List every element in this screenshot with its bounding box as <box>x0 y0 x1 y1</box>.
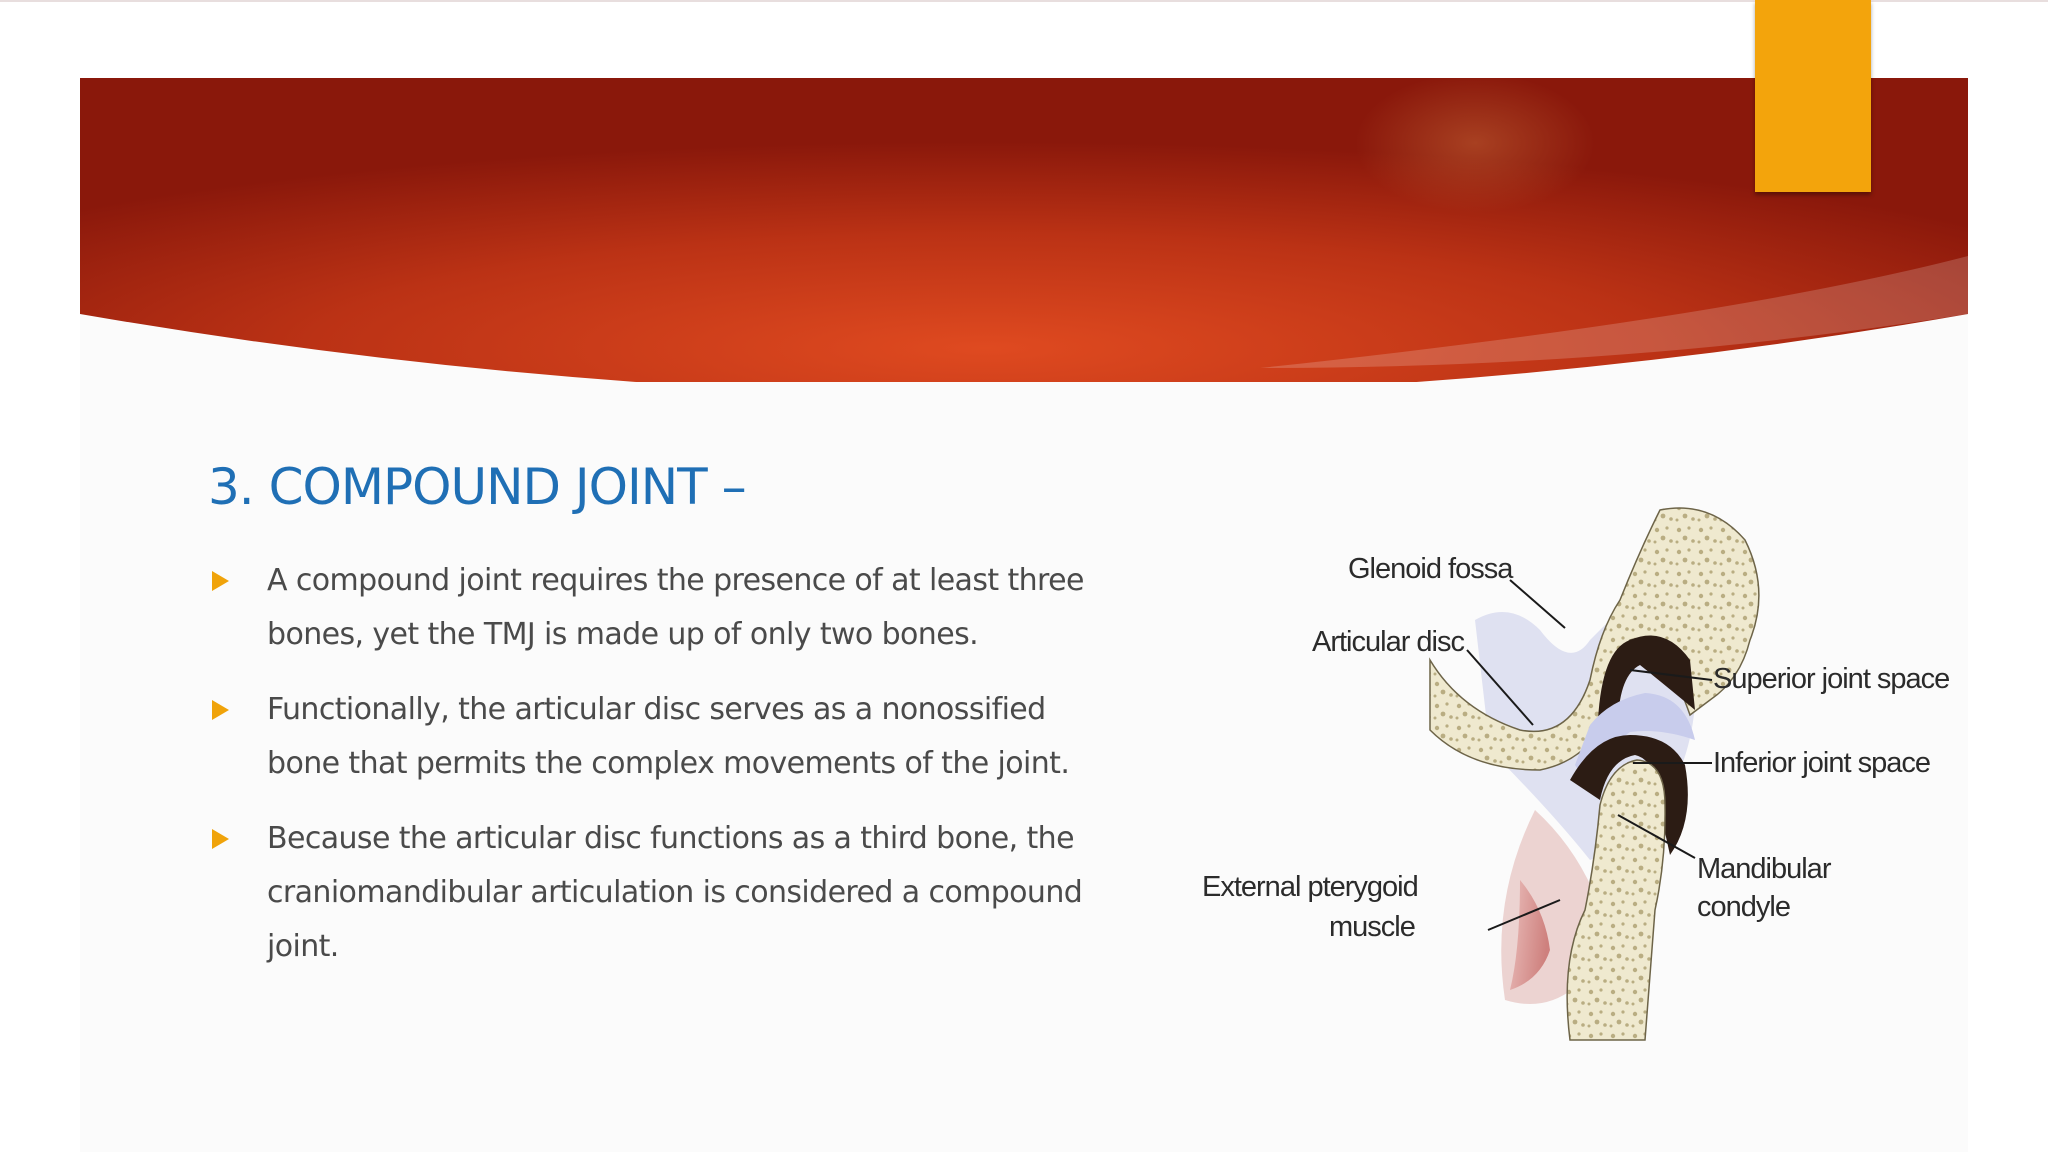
bullet-text: A compound joint requires the presence of at least three bones, yet the TMJ is made up of only two bones. <box>267 563 1084 652</box>
label-mandibular-condyle-line2: condyle <box>1697 891 1790 923</box>
label-inferior-joint-space: Inferior joint space <box>1713 747 1930 779</box>
label-external-pterygoid-line2: muscle <box>1329 911 1415 943</box>
accent-tab <box>1755 0 1871 192</box>
triangle-bullet-icon <box>212 571 229 591</box>
label-articular-disc: Articular disc <box>1312 626 1464 658</box>
triangle-bullet-icon <box>212 700 229 720</box>
bullet-item <box>208 812 1108 974</box>
top-divider <box>0 0 2048 2</box>
bullet-text: Because the articular disc functions as a third bone, the craniomandibular articulation is considered a compound joint. <box>267 821 1083 964</box>
header-banner <box>80 78 1968 382</box>
slide-title: 3. COMPOUND JOINT – <box>208 458 746 516</box>
bullet-item <box>208 683 1108 791</box>
label-superior-joint-space: Superior joint space <box>1713 663 1950 695</box>
triangle-bullet-icon <box>212 829 229 849</box>
label-external-pterygoid-line1: External pterygoid <box>1202 871 1418 903</box>
bullet-list <box>208 554 1108 995</box>
tmj-anatomy-figure <box>1190 480 1970 1060</box>
label-mandibular-condyle-line1: Mandibular <box>1697 853 1831 885</box>
bullet-text: Functionally, the articular disc serves as a nonossified bone that permits the complex movements of the joint. <box>267 692 1070 781</box>
bullet-item <box>208 554 1108 662</box>
label-glenoid-fossa: Glenoid fossa <box>1348 553 1513 585</box>
